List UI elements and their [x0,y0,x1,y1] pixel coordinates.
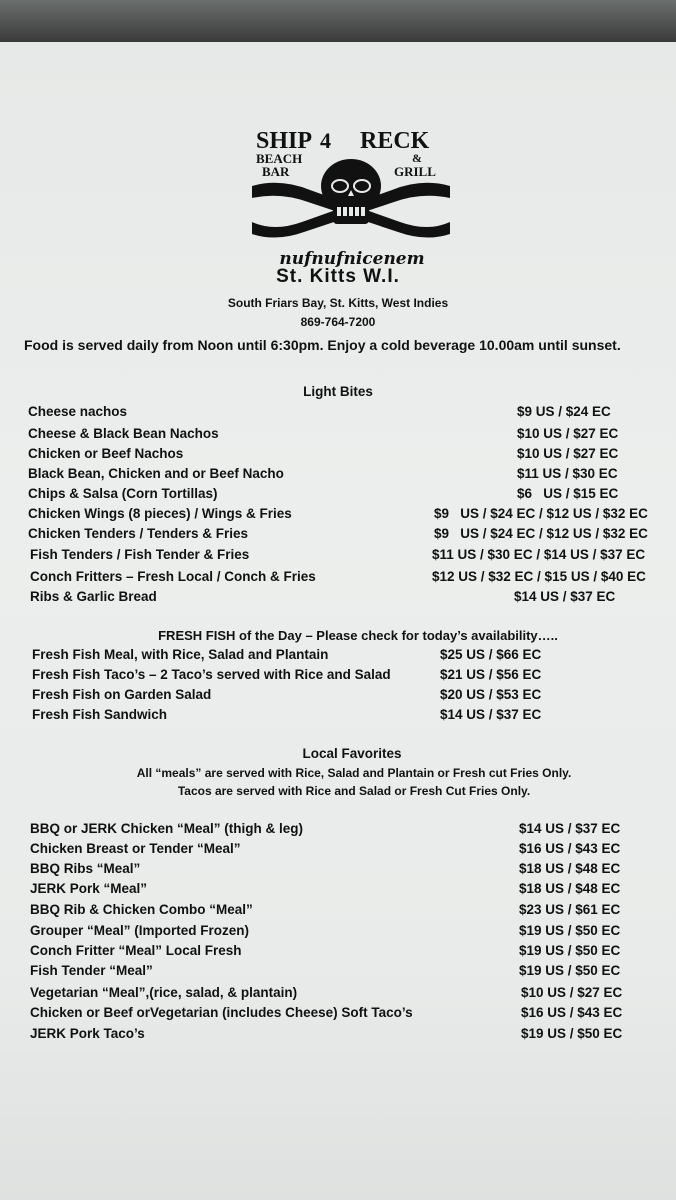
item-price: $9 US / $24 EC / $12 US / $32 EC [434,506,648,521]
menu-item [0,526,676,546]
item-name: JERK Pork “Meal” [30,881,148,896]
logo-beach-text: BEACH [256,151,303,166]
item-name: Cheese nachos [28,404,128,419]
item-name: Conch Fritters – Fresh Local / Conch & Fries [30,569,316,584]
item-price: $6 US / $15 EC [517,486,619,501]
item-price: $18 US / $48 EC [519,881,621,896]
menu-item [0,506,676,526]
item-price: $20 US / $53 EC [440,687,542,702]
menu-item [0,446,676,466]
logo-four-mark: 4 [320,128,331,153]
logo-slogan-text: nufnufnicenem [279,249,425,269]
section-title-local-favorites: Local Favorites [302,746,402,761]
item-name: Grouper “Meal” (Imported Frozen) [30,923,250,938]
item-price: $12 US / $32 EC / $15 US / $40 EC [432,569,646,584]
menu-item [0,404,676,424]
item-price: $14 US / $37 EC [440,707,542,722]
item-price: $16 US / $43 EC [521,1005,623,1020]
item-price: $11 US / $30 EC / $14 US / $37 EC [432,547,646,562]
item-name: Chicken Wings (8 pieces) / Wings & Fries [28,506,292,521]
item-name: Chips & Salsa (Corn Tortillas) [28,486,218,501]
item-name: Chicken Breast or Tender “Meal” [30,841,241,856]
item-name: Fresh Fish Meal, with Rice, Salad and Plantain [32,647,329,662]
item-name: Vegetarian “Meal”,(rice, salad, & plantain) [30,985,298,1000]
address: South Friars Bay, St. Kitts, West Indies [227,296,449,310]
phone-number: 869-764-7200 [300,315,376,329]
section-title-light-bites: Light Bites [303,384,373,399]
item-price: $19 US / $50 EC [519,923,621,938]
item-name: JERK Pork Taco’s [30,1026,145,1041]
item-price: $9 US / $24 EC [517,404,611,419]
item-price: $16 US / $43 EC [519,841,621,856]
item-price: $9 US / $24 EC / $12 US / $32 EC [434,526,648,541]
item-price: $19 US / $50 EC [519,963,621,978]
item-name: Chicken Tenders / Tenders & Fries [28,526,249,541]
item-name: Fish Tender “Meal” [30,963,153,978]
menu-item [0,707,676,727]
menu-item [0,589,676,609]
menu-item [0,943,676,963]
menu-item [0,569,676,589]
menu-item [0,985,676,1005]
logo-bar-text: BAR [262,164,290,179]
item-name: Conch Fritter “Meal” Local Fresh [30,943,242,958]
logo-reck-text: RECK [360,128,430,154]
menu-item [0,841,676,861]
item-name: Fresh Fish Sandwich [32,707,168,722]
serving-hours: Food is served daily from Noon until 6:30pm. Enjoy a cold beverage 10.00am until sunset. [24,337,621,353]
logo-amp-text: & [412,151,422,165]
item-price: $19 US / $50 EC [519,943,621,958]
item-name: Cheese & Black Bean Nachos [28,426,219,441]
item-name: Chicken or Beef orVegetarian (includes Cheese) Soft Taco’s [30,1005,413,1020]
menu-item [0,687,676,707]
menu-item [0,426,676,446]
item-price: $14 US / $37 EC [519,821,621,836]
menu-item [0,861,676,881]
menu-item [0,466,676,486]
item-name: Fresh Fish on Garden Salad [32,687,212,702]
item-name: Fresh Fish Taco’s – 2 Taco’s served with Rice and Salad [32,667,391,682]
menu-item [0,881,676,901]
item-price: $11 US / $30 EC [517,466,618,481]
menu-item [0,923,676,943]
item-name: BBQ or JERK Chicken “Meal” (thigh & leg) [30,821,304,836]
menu-item [0,821,676,841]
item-price: $18 US / $48 EC [519,861,621,876]
item-name: Fish Tenders / Fish Tender & Fries [30,547,250,562]
menu-item [0,547,676,567]
item-name: Black Bean, Chicken and or Beef Nacho [28,466,284,481]
logo-ship-text: SHIP [256,128,313,154]
item-price: $10 US / $27 EC [521,985,623,1000]
menu-item [0,1005,676,1025]
item-name: BBQ Rib & Chicken Combo “Meal” [30,902,253,917]
menu-item [0,963,676,983]
item-price: $21 US / $56 EC [440,667,542,682]
menu-item [0,486,676,506]
item-price: $10 US / $27 EC [517,426,619,441]
menu-item [0,902,676,922]
item-name: BBQ Ribs “Meal” [30,861,141,876]
logo-grill-text: GRILL [394,164,436,179]
menu-item [0,667,676,687]
item-price: $10 US / $27 EC [517,446,619,461]
item-price: $14 US / $37 EC [514,589,616,604]
menu-item [0,647,676,667]
section-title-fresh-fish: FRESH FISH of the Day – Please check for today’s availability….. [158,628,558,643]
meals-note: All “meals” are served with Rice, Salad and Plantain or Fresh cut Fries Only. [136,766,572,780]
menu-item [0,1026,676,1046]
item-name: Ribs & Garlic Bread [30,589,157,604]
item-price: $25 US / $66 EC [440,647,542,662]
location-title: St. Kitts W.I. [276,266,400,287]
item-price: $23 US / $61 EC [519,902,621,917]
tacos-note: Tacos are served with Rice and Salad or Fresh Cut Fries Only. [177,784,531,798]
item-name: Chicken or Beef Nachos [28,446,184,461]
shipwreck-skull-logo [250,86,455,286]
item-price: $19 US / $50 EC [521,1026,623,1041]
